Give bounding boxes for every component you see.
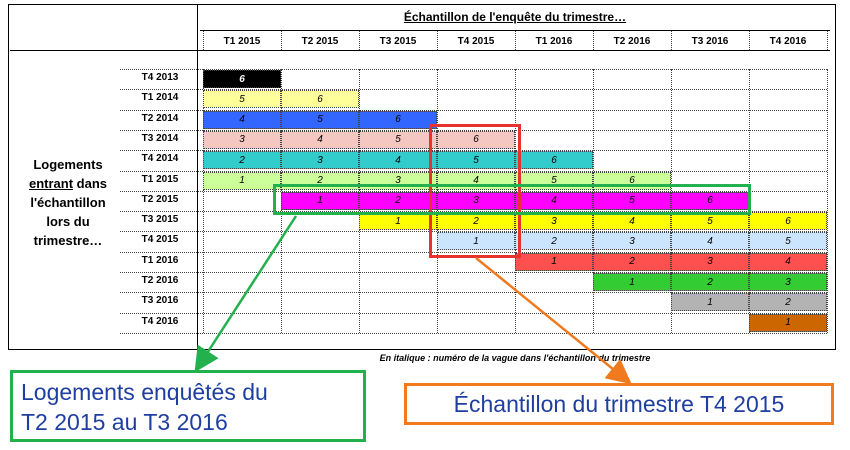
wave-cell: 4 (281, 131, 359, 149)
row-header: T3 2015 (141, 214, 179, 226)
wave-cell: 5 (203, 90, 281, 108)
callout-green-line1: Logements enquêtés du (21, 379, 268, 405)
row-header: T4 2016 (141, 315, 179, 327)
wave-cell: 2 (671, 273, 749, 291)
wave-cell: 4 (359, 151, 437, 169)
row-header: T3 2016 (141, 295, 179, 307)
left-label-line3: l'échantillon (30, 195, 106, 210)
wave-cell: 5 (593, 192, 671, 210)
left-label-line5: trimestre… (33, 233, 103, 248)
callout-green-line2: T2 2015 au T3 2016 (21, 409, 228, 435)
row-header: T2 2014 (141, 112, 179, 124)
column-header: T3 2016 (691, 36, 729, 47)
column-header: T1 2015 (223, 36, 261, 47)
callout-quarter-sample: Échantillon du trimestre T4 2015 (404, 383, 834, 425)
column-header: T2 2016 (613, 36, 651, 47)
wave-cell: 4 (437, 172, 515, 190)
wave-cell: 4 (203, 111, 281, 129)
wave-cell: 3 (437, 192, 515, 210)
row-header: T4 2013 (141, 72, 179, 83)
wave-cell: 1 (359, 212, 437, 230)
row-header: T4 2014 (141, 153, 179, 165)
left-label-line4: lors du (46, 214, 90, 229)
wave-cell: 6 (359, 111, 437, 129)
wave-cell: 3 (281, 151, 359, 169)
wave-cell: 1 (749, 314, 827, 332)
row-header: T3 2014 (141, 132, 179, 144)
row-header: T2 2016 (141, 275, 179, 286)
wave-cell: 5 (515, 172, 593, 190)
wave-cell: 2 (749, 293, 827, 311)
wave-cell: 6 (515, 151, 593, 169)
wave-cell: 5 (281, 111, 359, 129)
wave-cell: 1 (671, 293, 749, 311)
wave-cell: 1 (593, 273, 671, 291)
left-label-rest: dans (73, 176, 108, 191)
wave-cell: 5 (437, 151, 515, 169)
wave-cell: 1 (515, 253, 593, 271)
wave-cell: 5 (359, 131, 437, 149)
wave-cell: 3 (593, 232, 671, 250)
wave-cell: 3 (203, 131, 281, 149)
wave-cell: 6 (749, 212, 827, 230)
row-header: T4 2015 (141, 234, 179, 246)
wave-cell: 6 (203, 70, 281, 88)
column-header: T1 2016 (535, 36, 573, 47)
wave-cell: 2 (437, 212, 515, 230)
wave-cell: 6 (593, 172, 671, 190)
wave-cell: 3 (515, 212, 593, 230)
wave-cell: 1 (203, 172, 281, 190)
wave-cell: 2 (359, 192, 437, 210)
wave-cell: 3 (359, 172, 437, 190)
wave-cell: 4 (749, 253, 827, 271)
wave-cell: 6 (281, 90, 359, 108)
row-header: T1 2016 (141, 254, 179, 266)
wave-cell: 1 (281, 192, 359, 210)
column-header: T3 2015 (379, 36, 417, 47)
green-arrow (200, 216, 296, 364)
wave-cell: 4 (593, 212, 671, 230)
column-header: T2 2015 (301, 36, 339, 47)
wave-cell: 6 (671, 192, 749, 210)
column-header: T4 2015 (457, 36, 495, 47)
row-header: T1 2015 (141, 173, 179, 185)
left-label-underlined: entrant (28, 176, 74, 191)
left-label-line1: Logements (33, 157, 103, 172)
wave-cell: 6 (437, 131, 515, 149)
row-header: T1 2014 (141, 92, 179, 104)
footnote: En italique : numéro de la vague dans l'échantillon du trimestre (379, 353, 651, 363)
orange-arrow (476, 258, 624, 378)
wave-cell: 4 (515, 192, 593, 210)
row-header: T2 2015 (141, 193, 179, 205)
table-title: Échantillon de l'enquête du trimestre… (403, 10, 627, 24)
wave-cell: 2 (281, 172, 359, 190)
wave-cell: 3 (671, 253, 749, 271)
wave-cell: 1 (437, 232, 515, 250)
column-header: T4 2016 (769, 36, 807, 47)
wave-cell: 5 (671, 212, 749, 230)
wave-cell: 2 (515, 232, 593, 250)
callout-surveyed-dwellings (10, 370, 366, 442)
wave-cell: 4 (671, 232, 749, 250)
wave-cell: 3 (749, 273, 827, 291)
wave-cell: 5 (749, 232, 827, 250)
wave-cell: 2 (203, 151, 281, 169)
wave-cell: 2 (593, 253, 671, 271)
